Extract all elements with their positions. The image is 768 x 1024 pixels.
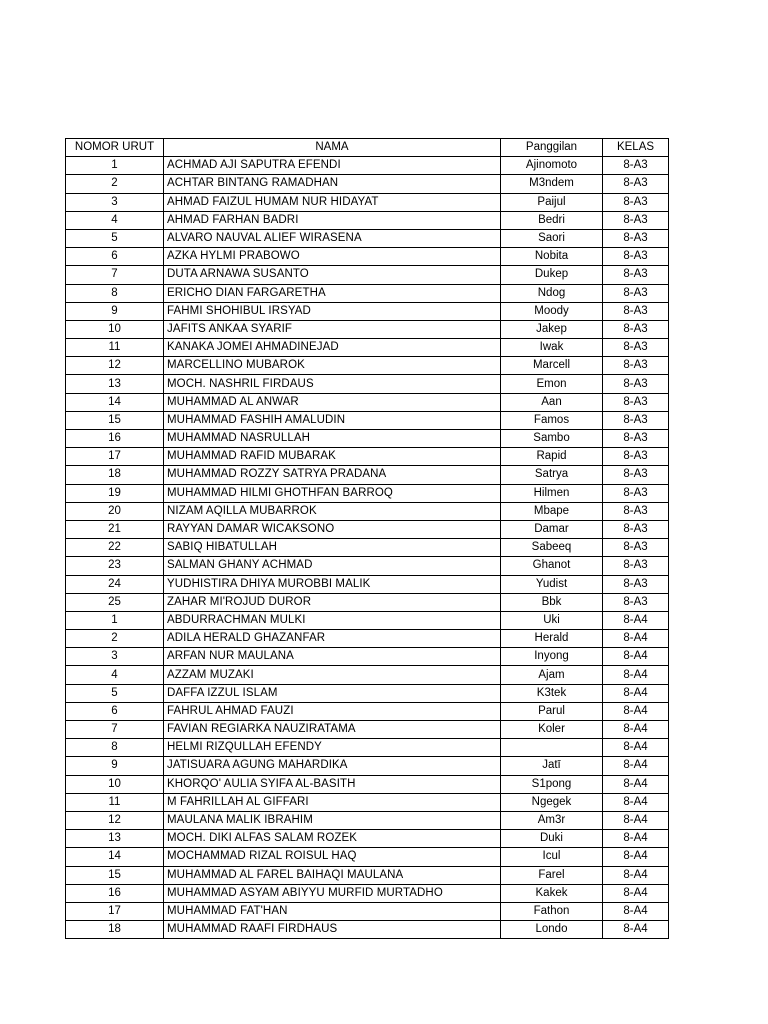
row-number: 8: [66, 284, 164, 302]
header-kelas: KELAS: [603, 139, 669, 157]
student-name: MAULANA MALIK IBRAHIM: [164, 811, 501, 829]
nickname: K3tek: [501, 684, 603, 702]
row-number: 14: [66, 848, 164, 866]
nickname: Ndog: [501, 284, 603, 302]
student-name: MUHAMMAD ROZZY SATRYA PRADANA: [164, 466, 501, 484]
table-row: [66, 611, 669, 629]
table-row: [66, 430, 669, 448]
class-name: 8-A4: [603, 721, 669, 739]
student-name: KHORQO' AULIA SYIFA AL-BASITH: [164, 775, 501, 793]
row-number: 3: [66, 648, 164, 666]
table-row: [66, 866, 669, 884]
class-name: 8-A3: [603, 520, 669, 538]
student-name: JATISUARA AGUNG MAHARDIKA: [164, 757, 501, 775]
nickname: Mbape: [501, 502, 603, 520]
table-row: [66, 884, 669, 902]
row-number: 17: [66, 902, 164, 920]
student-name: SABIQ HIBATULLAH: [164, 539, 501, 557]
table-row: [66, 830, 669, 848]
table-row: [66, 448, 669, 466]
nickname: Hilmen: [501, 484, 603, 502]
row-number: 15: [66, 866, 164, 884]
table-row: [66, 411, 669, 429]
nickname: Uki: [501, 611, 603, 629]
student-name: MUHAMMAD AL ANWAR: [164, 393, 501, 411]
student-name: NIZAM AQILLA MUBARROK: [164, 502, 501, 520]
table-row: [66, 702, 669, 720]
table-row: [66, 848, 669, 866]
nickname: Koler: [501, 721, 603, 739]
class-name: 8-A3: [603, 448, 669, 466]
class-name: 8-A4: [603, 775, 669, 793]
class-name: 8-A3: [603, 266, 669, 284]
header-nama: NAMA: [164, 139, 501, 157]
class-name: 8-A4: [603, 684, 669, 702]
nickname: Kakek: [501, 884, 603, 902]
row-number: 18: [66, 921, 164, 939]
class-name: 8-A3: [603, 466, 669, 484]
table-row: [66, 393, 669, 411]
nickname: Inyong: [501, 648, 603, 666]
nickname: Iwak: [501, 339, 603, 357]
table-row: [66, 793, 669, 811]
student-name: RAYYAN DAMAR WICAKSONO: [164, 520, 501, 538]
student-name: ARFAN NUR MAULANA: [164, 648, 501, 666]
class-name: 8-A4: [603, 884, 669, 902]
row-number: 6: [66, 248, 164, 266]
table-row: [66, 757, 669, 775]
student-name: MUHAMMAD ASYAM ABIYYU MURFID MURTADHO: [164, 884, 501, 902]
header-panggilan: Panggilan: [501, 139, 603, 157]
table-row: [66, 593, 669, 611]
nickname: Bedri: [501, 211, 603, 229]
header-nomor-urut: NOMOR URUT: [66, 139, 164, 157]
class-name: 8-A3: [603, 430, 669, 448]
class-name: 8-A4: [603, 866, 669, 884]
student-name: HELMI RIZQULLAH EFENDY: [164, 739, 501, 757]
row-number: 11: [66, 793, 164, 811]
row-number: 10: [66, 320, 164, 338]
row-number: 9: [66, 302, 164, 320]
student-name: AZZAM MUZAKI: [164, 666, 501, 684]
class-name: 8-A4: [603, 757, 669, 775]
class-name: 8-A3: [603, 339, 669, 357]
table-row: [66, 266, 669, 284]
nickname: Ghanot: [501, 557, 603, 575]
row-number: 24: [66, 575, 164, 593]
nickname: Ajam: [501, 666, 603, 684]
row-number: 2: [66, 630, 164, 648]
row-number: 15: [66, 411, 164, 429]
row-number: 20: [66, 502, 164, 520]
nickname: Ajinomoto: [501, 157, 603, 175]
table-row: [66, 557, 669, 575]
student-name: MUHAMMAD HILMI GHOTHFAN BARROQ: [164, 484, 501, 502]
nickname: Famos: [501, 411, 603, 429]
student-name: ADILA HERALD GHAZANFAR: [164, 630, 501, 648]
class-name: 8-A3: [603, 229, 669, 247]
student-name: DAFFA IZZUL ISLAM: [164, 684, 501, 702]
row-number: 3: [66, 193, 164, 211]
row-number: 7: [66, 721, 164, 739]
row-number: 9: [66, 757, 164, 775]
nickname: Moody: [501, 302, 603, 320]
class-name: 8-A3: [603, 357, 669, 375]
table-row: [66, 921, 669, 939]
class-name: 8-A4: [603, 611, 669, 629]
table-body: [66, 157, 669, 939]
nickname: Jatī: [501, 757, 603, 775]
student-name: ACHMAD AJI SAPUTRA EFENDI: [164, 157, 501, 175]
row-number: 14: [66, 393, 164, 411]
class-name: 8-A4: [603, 648, 669, 666]
row-number: 1: [66, 157, 164, 175]
row-number: 13: [66, 830, 164, 848]
class-name: 8-A4: [603, 666, 669, 684]
row-number: 2: [66, 175, 164, 193]
row-number: 8: [66, 739, 164, 757]
table-row: [66, 502, 669, 520]
nickname: Parul: [501, 702, 603, 720]
row-number: 5: [66, 229, 164, 247]
class-name: 8-A3: [603, 593, 669, 611]
row-number: 18: [66, 466, 164, 484]
nickname: Farel: [501, 866, 603, 884]
table-row: [66, 284, 669, 302]
student-name: FAVIAN REGIARKA NAUZIRATAMA: [164, 721, 501, 739]
class-name: 8-A3: [603, 248, 669, 266]
student-name: MOCH. DIKI ALFAS SALAM ROZEK: [164, 830, 501, 848]
table-row: [66, 666, 669, 684]
nickname: Fathon: [501, 902, 603, 920]
class-name: 8-A3: [603, 193, 669, 211]
class-name: 8-A3: [603, 502, 669, 520]
student-name: FAHRUL AHMAD FAUZI: [164, 702, 501, 720]
table-row: [66, 902, 669, 920]
nickname: Paijul: [501, 193, 603, 211]
nickname: Marcell: [501, 357, 603, 375]
table-row: [66, 775, 669, 793]
table-row: [66, 811, 669, 829]
table-row: [66, 248, 669, 266]
student-name: YUDHISTIRA DHIYA MUROBBI MALIK: [164, 575, 501, 593]
student-name: ALVARO NAUVAL ALIEF WIRASENA: [164, 229, 501, 247]
student-name: MUHAMMAD RAFID MUBARAK: [164, 448, 501, 466]
row-number: 6: [66, 702, 164, 720]
student-name: KANAKA JOMEI AHMADINEJAD: [164, 339, 501, 357]
class-name: 8-A4: [603, 630, 669, 648]
table-row: [66, 229, 669, 247]
table-row: [66, 157, 669, 175]
class-name: 8-A4: [603, 793, 669, 811]
row-number: 7: [66, 266, 164, 284]
row-number: 5: [66, 684, 164, 702]
table-row: [66, 357, 669, 375]
nickname: M3ndem: [501, 175, 603, 193]
nickname: Dukep: [501, 266, 603, 284]
row-number: 19: [66, 484, 164, 502]
student-name: AHMAD FAIZUL HUMAM NUR HIDAYAT: [164, 193, 501, 211]
class-name: 8-A3: [603, 411, 669, 429]
table-row: [66, 175, 669, 193]
student-name: MUHAMMAD AL FAREL BAIHAQI MAULANA: [164, 866, 501, 884]
student-name: ZAHAR MI'ROJUD DUROR: [164, 593, 501, 611]
nickname: Rapid: [501, 448, 603, 466]
table-row: [66, 466, 669, 484]
student-name: MUHAMMAD FASHIH AMALUDIN: [164, 411, 501, 429]
nickname: Am3r: [501, 811, 603, 829]
row-number: 12: [66, 357, 164, 375]
class-name: 8-A3: [603, 302, 669, 320]
student-table: [65, 138, 669, 939]
table-row: [66, 648, 669, 666]
student-name: AZKA HYLMI PRABOWO: [164, 248, 501, 266]
row-number: 23: [66, 557, 164, 575]
student-name: MUHAMMAD RAAFI FIRDHAUS: [164, 921, 501, 939]
nickname: Satrya: [501, 466, 603, 484]
row-number: 4: [66, 211, 164, 229]
table-row: [66, 539, 669, 557]
student-name: MOCHAMMAD RIZAL ROISUL HAQ: [164, 848, 501, 866]
row-number: 11: [66, 339, 164, 357]
row-number: 10: [66, 775, 164, 793]
table-row: [66, 520, 669, 538]
student-name: MARCELLINO MUBAROK: [164, 357, 501, 375]
student-name: SALMAN GHANY ACHMAD: [164, 557, 501, 575]
table-row: [66, 739, 669, 757]
row-number: 12: [66, 811, 164, 829]
class-name: 8-A4: [603, 739, 669, 757]
class-name: 8-A4: [603, 702, 669, 720]
row-number: 16: [66, 430, 164, 448]
table-row: [66, 575, 669, 593]
class-name: 8-A4: [603, 811, 669, 829]
student-name: MOCH. NASHRIL FIRDAUS: [164, 375, 501, 393]
student-name: DUTA ARNAWA SUSANTO: [164, 266, 501, 284]
student-name: M FAHRILLAH AL GIFFARI: [164, 793, 501, 811]
row-number: 1: [66, 611, 164, 629]
row-number: 13: [66, 375, 164, 393]
nickname: Yudist: [501, 575, 603, 593]
class-name: 8-A3: [603, 557, 669, 575]
nickname: Herald: [501, 630, 603, 648]
table-header: [66, 139, 669, 157]
class-name: 8-A3: [603, 211, 669, 229]
nickname: S1pong: [501, 775, 603, 793]
row-number: 21: [66, 520, 164, 538]
class-name: 8-A4: [603, 902, 669, 920]
table-row: [66, 339, 669, 357]
nickname: Londo: [501, 921, 603, 939]
nickname: Sabeeq: [501, 539, 603, 557]
row-number: 25: [66, 593, 164, 611]
table-row: [66, 721, 669, 739]
table-row: [66, 193, 669, 211]
student-name: ACHTAR BINTANG RAMADHAN: [164, 175, 501, 193]
header-row: [66, 139, 669, 157]
class-name: 8-A3: [603, 175, 669, 193]
nickname: Bbk: [501, 593, 603, 611]
student-name: JAFITS ANKAA SYARIF: [164, 320, 501, 338]
row-number: 4: [66, 666, 164, 684]
class-name: 8-A4: [603, 830, 669, 848]
table-row: [66, 320, 669, 338]
class-name: 8-A4: [603, 848, 669, 866]
row-number: 22: [66, 539, 164, 557]
table-row: [66, 211, 669, 229]
row-number: 16: [66, 884, 164, 902]
student-name: AHMAD FARHAN BADRI: [164, 211, 501, 229]
row-number: 17: [66, 448, 164, 466]
nickname: Emon: [501, 375, 603, 393]
class-name: 8-A3: [603, 393, 669, 411]
class-name: 8-A3: [603, 157, 669, 175]
class-name: 8-A3: [603, 284, 669, 302]
nickname: Jakep: [501, 320, 603, 338]
student-name: ABDURRACHMAN MULKI: [164, 611, 501, 629]
nickname: Nobita: [501, 248, 603, 266]
table-row: [66, 484, 669, 502]
student-name: FAHMI SHOHIBUL IRSYAD: [164, 302, 501, 320]
nickname: Duki: [501, 830, 603, 848]
table-row: [66, 302, 669, 320]
class-name: 8-A3: [603, 320, 669, 338]
class-name: 8-A3: [603, 575, 669, 593]
table-row: [66, 375, 669, 393]
class-name: 8-A3: [603, 375, 669, 393]
table-row: [66, 630, 669, 648]
nickname: Icul: [501, 848, 603, 866]
student-name: ERICHO DIAN FARGARETHA: [164, 284, 501, 302]
nickname: Aan: [501, 393, 603, 411]
nickname: Ngegek: [501, 793, 603, 811]
nickname: Sambo: [501, 430, 603, 448]
class-name: 8-A3: [603, 484, 669, 502]
nickname: [501, 739, 603, 757]
class-name: 8-A4: [603, 921, 669, 939]
student-name: MUHAMMAD FAT'HAN: [164, 902, 501, 920]
table-row: [66, 684, 669, 702]
class-name: 8-A3: [603, 539, 669, 557]
nickname: Saori: [501, 229, 603, 247]
student-name: MUHAMMAD NASRULLAH: [164, 430, 501, 448]
nickname: Damar: [501, 520, 603, 538]
